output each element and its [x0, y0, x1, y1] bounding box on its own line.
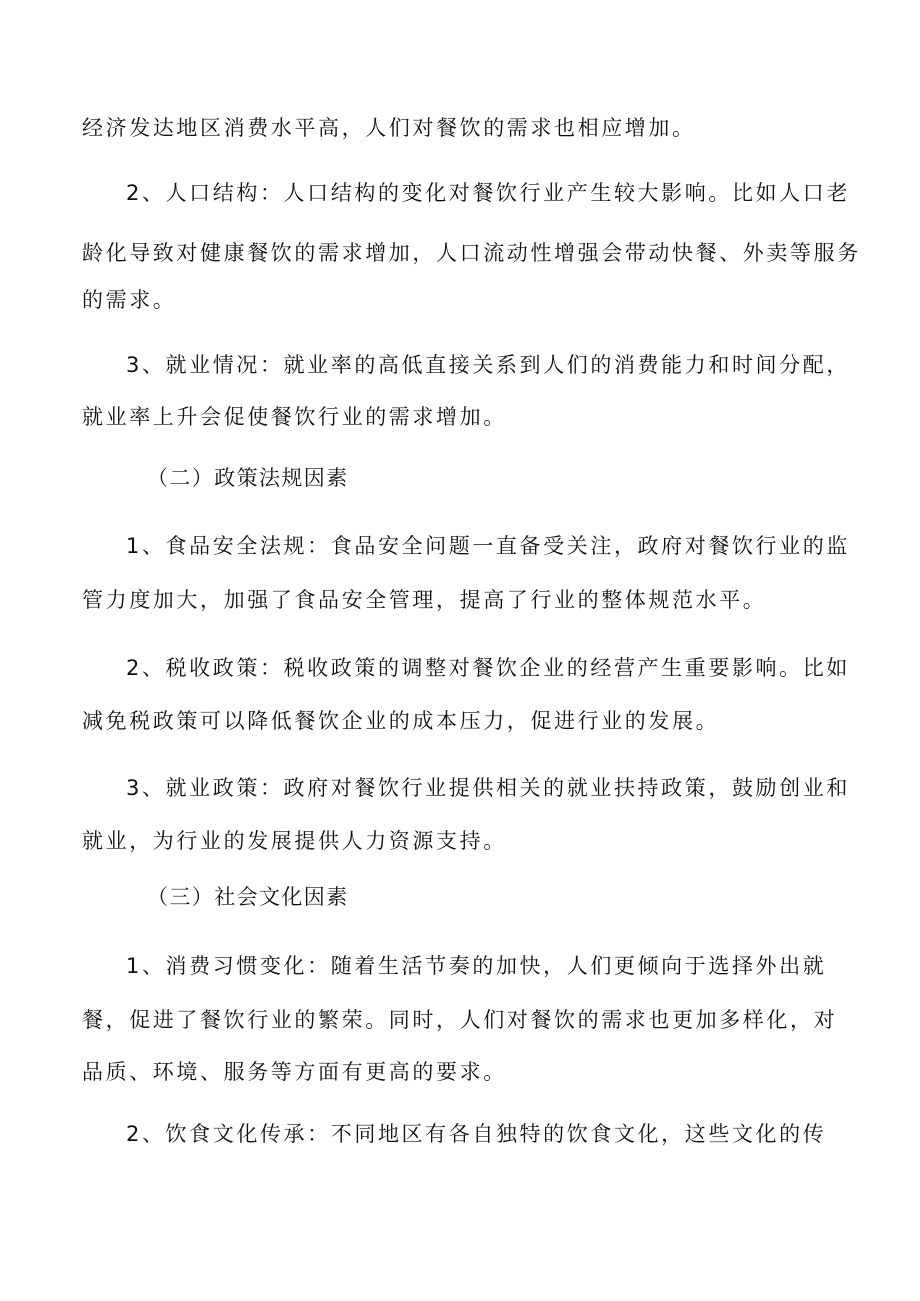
paragraph-line: 经济发达地区消费水平高，人们对餐饮的需求也相应增加。: [82, 116, 696, 140]
paragraph-line: 管力度加大，加强了食品安全管理，提高了行业的整体规范水平。: [82, 588, 767, 612]
paragraph-line: 2、人口结构：人口结构的变化对餐饮行业产生较大影响。比如人口老: [126, 181, 850, 205]
paragraph-line: 3、就业政策：政府对餐饮行业提供相关的就业扶持政策，鼓励创业和: [126, 776, 850, 800]
paragraph-line: 就业率上升会促使餐饮行业的需求增加。: [82, 405, 507, 429]
paragraph-line: 品质、环境、服务等方面有更高的要求。: [82, 1060, 507, 1084]
section-heading: （二）政策法规因素: [147, 466, 349, 490]
paragraph-line: 1、食品安全法规：食品安全问题一直备受关注，政府对餐饮行业的监: [126, 534, 850, 558]
paragraph-line: 2、饮食文化传承：不同地区有各自独特的饮食文化，这些文化的传: [126, 1122, 827, 1146]
paragraph-line: 就业，为行业的发展提供人力资源支持。: [82, 829, 507, 853]
paragraph-line: 餐，促进了餐饮行业的繁荣。同时，人们对餐饮的需求也更加多样化，对: [82, 1008, 838, 1032]
paragraph-line: 减免税政策可以降低餐饮企业的成本压力，促进行业的发展。: [82, 709, 720, 733]
section-heading: （三）社会文化因素: [147, 885, 349, 909]
paragraph-line: 的需求。: [82, 288, 177, 312]
paragraph-line: 龄化导致对健康餐饮的需求增加，人口流动性增强会带动快餐、外卖等服务: [82, 241, 861, 265]
paragraph-line: 1、消费习惯变化：随着生活节奏的加快，人们更倾向于选择外出就: [126, 954, 827, 978]
paragraph-line: 3、就业情况：就业率的高低直接关系到人们的消费能力和时间分配，: [126, 353, 850, 377]
paragraph-line: 2、税收政策：税收政策的调整对餐饮企业的经营产生重要影响。比如: [126, 656, 850, 680]
